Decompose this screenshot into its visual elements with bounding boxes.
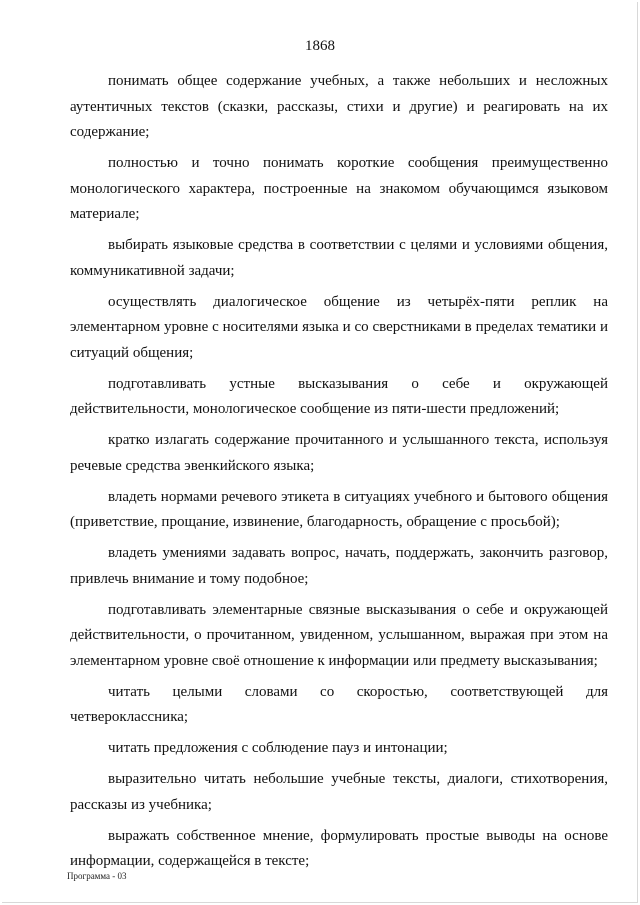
paragraph: выразительно читать небольшие учебные тексты, диалоги, стихотворения, рассказы из учебника; bbox=[70, 771, 608, 813]
paragraph: владеть умениями задавать вопрос, начать, поддержать, закончить разговор, привлечь внимание и тому подобное; bbox=[70, 545, 608, 587]
paragraph: читать целыми словами со скоростью, соответствующей для четвероклассника; bbox=[70, 683, 608, 726]
paragraph: полностью и точно понимать короткие сообщения преимущественно монологического характера, построенные на знакомом обучающимся языковом материале; bbox=[70, 155, 608, 223]
paragraph: подготавливать устные высказывания о себе и окружающей действительности, монологическое сообщение из пяти-шести предложений; bbox=[70, 375, 608, 418]
paragraph: выражать собственное мнение, формулировать простые выводы на основе информации, содержащейся в тексте; bbox=[70, 827, 608, 870]
paragraph: осуществлять диалогическое общение из четырёх-пяти реплик на элементарном уровне с носителями языка и со сверстниками в пределах тематики и ситуаций общения; bbox=[70, 293, 608, 361]
paragraph: выбирать языковые средства в соответствии с целями и условиями общения, коммуникативной задачи; bbox=[70, 237, 608, 279]
paragraph: подготавливать элементарные связные высказывания о себе и окружающей действительности, о прочитанном, увиденном, услышанном, выражая при этом на элементарном уровне своё отношение к информации или предмету высказывания; bbox=[70, 601, 608, 669]
page-number: 1868 bbox=[305, 38, 335, 54]
paragraph: владеть нормами речевого этикета в ситуациях учебного и бытового общения (приветствие, прощание, извинение, благодарность, обращение с просьбой); bbox=[70, 488, 608, 531]
paragraph: понимать общее содержание учебных, а также небольших и несложных аутентичных текстов (сказки, рассказы, стихи и другие) и реагировать на их содержание; bbox=[70, 73, 608, 141]
paragraph: кратко излагать содержание прочитанного и услышанного текста, используя речевые средства эвенкийского языка; bbox=[70, 432, 608, 474]
page-footer: Программа - 03 bbox=[67, 871, 127, 881]
paragraph: читать предложения с соблюдение пауз и интонации; bbox=[108, 740, 448, 757]
page-content bbox=[70, 69, 608, 880]
